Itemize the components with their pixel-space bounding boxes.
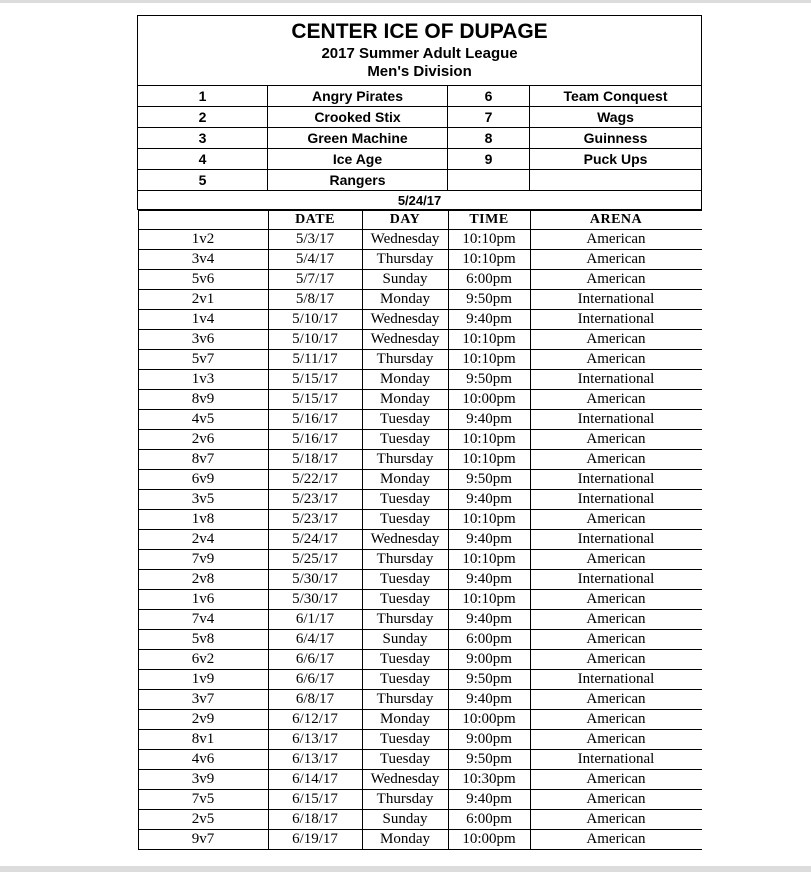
game-date: 5/10/17	[268, 330, 362, 350]
team-row	[138, 149, 702, 170]
game-arena: American	[530, 730, 702, 750]
matchup: 2v8	[138, 570, 268, 590]
game-row	[138, 630, 702, 650]
schedule-table	[137, 15, 702, 850]
schedule-container	[138, 210, 702, 851]
game-arena: International	[530, 370, 702, 390]
game-date: 6/6/17	[268, 650, 362, 670]
game-time: 9:50pm	[448, 290, 530, 310]
game-day: Tuesday	[362, 730, 448, 750]
game-row	[138, 310, 702, 330]
game-date: 5/25/17	[268, 550, 362, 570]
matchup: 3v4	[138, 250, 268, 270]
game-day: Sunday	[362, 270, 448, 290]
game-arena: International	[530, 570, 702, 590]
game-arena: International	[530, 410, 702, 430]
game-arena: American	[530, 550, 702, 570]
game-time: 10:10pm	[448, 590, 530, 610]
game-time: 10:00pm	[448, 390, 530, 410]
game-row	[138, 270, 702, 290]
game-day: Thursday	[362, 610, 448, 630]
matchup: 7v4	[138, 610, 268, 630]
game-row	[138, 470, 702, 490]
team-row	[138, 107, 702, 128]
game-arena: American	[530, 790, 702, 810]
game-date: 5/10/17	[268, 310, 362, 330]
matchup: 1v6	[138, 590, 268, 610]
game-date: 6/15/17	[268, 790, 362, 810]
game-day: Monday	[362, 390, 448, 410]
game-arena: American	[530, 270, 702, 290]
game-date: 6/13/17	[268, 750, 362, 770]
game-date: 5/23/17	[268, 490, 362, 510]
game-time: 9:40pm	[448, 410, 530, 430]
game-time: 6:00pm	[448, 270, 530, 290]
column-header-arena: ARENA	[530, 211, 702, 230]
game-time: 10:00pm	[448, 830, 530, 850]
game-day: Monday	[362, 290, 448, 310]
game-day: Monday	[362, 470, 448, 490]
game-date: 5/15/17	[268, 370, 362, 390]
title-block	[138, 16, 702, 86]
game-arena: International	[530, 310, 702, 330]
game-day: Tuesday	[362, 410, 448, 430]
game-time: 9:50pm	[448, 470, 530, 490]
matchup: 3v7	[138, 690, 268, 710]
team-name: Rangers	[268, 170, 448, 191]
matchup: 2v6	[138, 430, 268, 450]
game-date: 6/12/17	[268, 710, 362, 730]
game-date: 5/7/17	[268, 270, 362, 290]
game-day: Thursday	[362, 250, 448, 270]
game-row	[138, 290, 702, 310]
matchup: 1v3	[138, 370, 268, 390]
game-day: Thursday	[362, 450, 448, 470]
matchup: 5v6	[138, 270, 268, 290]
game-time: 6:00pm	[448, 630, 530, 650]
game-day: Wednesday	[362, 530, 448, 550]
game-arena: American	[530, 650, 702, 670]
team-name: Puck Ups	[530, 149, 702, 170]
team-number: 3	[138, 128, 268, 149]
game-row	[138, 530, 702, 550]
game-row	[138, 670, 702, 690]
matchup: 1v4	[138, 310, 268, 330]
game-day: Tuesday	[362, 490, 448, 510]
game-row	[138, 790, 702, 810]
game-arena: International	[530, 490, 702, 510]
game-row	[138, 510, 702, 530]
game-time: 9:40pm	[448, 610, 530, 630]
game-date: 6/13/17	[268, 730, 362, 750]
game-row	[138, 550, 702, 570]
game-date: 5/4/17	[268, 250, 362, 270]
matchup: 8v1	[138, 730, 268, 750]
team-number: 2	[138, 107, 268, 128]
game-day: Tuesday	[362, 570, 448, 590]
revision-date-row	[138, 191, 702, 210]
game-time: 9:40pm	[448, 530, 530, 550]
game-day: Tuesday	[362, 670, 448, 690]
game-arena: American	[530, 810, 702, 830]
game-day: Tuesday	[362, 650, 448, 670]
game-time: 10:10pm	[448, 350, 530, 370]
schedule-header-row	[138, 211, 702, 230]
game-day: Sunday	[362, 810, 448, 830]
game-row	[138, 370, 702, 390]
game-row	[138, 730, 702, 750]
matchup: 2v4	[138, 530, 268, 550]
division-name: Men's Division	[367, 63, 472, 81]
team-name: Ice Age	[268, 149, 448, 170]
matchup: 5v7	[138, 350, 268, 370]
game-row	[138, 770, 702, 790]
game-day: Wednesday	[362, 310, 448, 330]
matchup: 6v9	[138, 470, 268, 490]
game-date: 6/4/17	[268, 630, 362, 650]
game-row	[138, 830, 702, 850]
game-time: 9:40pm	[448, 690, 530, 710]
game-arena: International	[530, 470, 702, 490]
matchup: 8v9	[138, 390, 268, 410]
game-row	[138, 250, 702, 270]
game-arena: American	[530, 690, 702, 710]
matchup: 1v9	[138, 670, 268, 690]
game-date: 5/3/17	[268, 230, 362, 250]
game-time: 10:10pm	[448, 450, 530, 470]
game-row	[138, 710, 702, 730]
matchup: 6v2	[138, 650, 268, 670]
game-row	[138, 570, 702, 590]
game-row	[138, 750, 702, 770]
team-row	[138, 128, 702, 149]
game-time: 9:40pm	[448, 310, 530, 330]
team-name: Angry Pirates	[268, 86, 448, 107]
game-arena: American	[530, 390, 702, 410]
matchup: 5v8	[138, 630, 268, 650]
game-time: 9:40pm	[448, 570, 530, 590]
game-arena: International	[530, 670, 702, 690]
game-date: 6/8/17	[268, 690, 362, 710]
game-row	[138, 690, 702, 710]
game-arena: American	[530, 830, 702, 850]
column-header-game	[138, 211, 268, 230]
game-time: 6:00pm	[448, 810, 530, 830]
game-time: 10:00pm	[448, 710, 530, 730]
game-time: 9:00pm	[448, 730, 530, 750]
game-day: Wednesday	[362, 230, 448, 250]
game-row	[138, 810, 702, 830]
game-time: 10:10pm	[448, 230, 530, 250]
game-arena: American	[530, 430, 702, 450]
game-time: 9:50pm	[448, 750, 530, 770]
game-date: 5/16/17	[268, 430, 362, 450]
team-row	[138, 170, 702, 191]
matchup: 8v7	[138, 450, 268, 470]
game-time: 10:10pm	[448, 250, 530, 270]
game-date: 6/6/17	[268, 670, 362, 690]
game-date: 5/24/17	[268, 530, 362, 550]
team-number	[448, 170, 530, 191]
matchup: 3v5	[138, 490, 268, 510]
document-title: CENTER ICE OF DUPAGE	[291, 20, 548, 44]
game-arena: American	[530, 450, 702, 470]
game-time: 10:30pm	[448, 770, 530, 790]
game-time: 10:10pm	[448, 330, 530, 350]
game-arena: International	[530, 750, 702, 770]
game-day: Thursday	[362, 350, 448, 370]
viewer-bottom-edge	[0, 866, 811, 872]
game-day: Monday	[362, 830, 448, 850]
game-date: 5/23/17	[268, 510, 362, 530]
game-day: Thursday	[362, 690, 448, 710]
schedule-section	[138, 210, 702, 851]
game-day: Thursday	[362, 790, 448, 810]
game-row	[138, 450, 702, 470]
game-date: 5/30/17	[268, 570, 362, 590]
game-arena: American	[530, 610, 702, 630]
matchup: 9v7	[138, 830, 268, 850]
team-name	[530, 170, 702, 191]
game-schedule-table	[138, 210, 702, 850]
team-name: Green Machine	[268, 128, 448, 149]
game-date: 6/1/17	[268, 610, 362, 630]
game-date: 5/30/17	[268, 590, 362, 610]
game-day: Sunday	[362, 630, 448, 650]
game-date: 5/11/17	[268, 350, 362, 370]
matchup: 2v1	[138, 290, 268, 310]
matchup: 7v9	[138, 550, 268, 570]
matchup: 4v6	[138, 750, 268, 770]
game-date: 6/14/17	[268, 770, 362, 790]
matchup: 4v5	[138, 410, 268, 430]
game-date: 5/18/17	[268, 450, 362, 470]
team-name: Team Conquest	[530, 86, 702, 107]
game-day: Monday	[362, 370, 448, 390]
game-day: Tuesday	[362, 510, 448, 530]
game-row	[138, 390, 702, 410]
game-day: Wednesday	[362, 330, 448, 350]
game-row	[138, 350, 702, 370]
game-day: Monday	[362, 710, 448, 730]
game-date: 5/8/17	[268, 290, 362, 310]
game-day: Wednesday	[362, 770, 448, 790]
game-arena: American	[530, 770, 702, 790]
column-header-date: DATE	[268, 211, 362, 230]
team-number: 4	[138, 149, 268, 170]
matchup: 3v9	[138, 770, 268, 790]
game-time: 10:10pm	[448, 430, 530, 450]
revision-date: 5/24/17	[138, 191, 702, 210]
game-row	[138, 230, 702, 250]
game-row	[138, 410, 702, 430]
team-name: Guinness	[530, 128, 702, 149]
game-arena: American	[530, 230, 702, 250]
game-row	[138, 490, 702, 510]
game-time: 10:10pm	[448, 550, 530, 570]
game-time: 9:50pm	[448, 370, 530, 390]
game-date: 5/16/17	[268, 410, 362, 430]
league-name: 2017 Summer Adult League	[321, 44, 518, 62]
game-row	[138, 650, 702, 670]
game-day: Tuesday	[362, 590, 448, 610]
game-date: 5/15/17	[268, 390, 362, 410]
game-arena: American	[530, 630, 702, 650]
matchup: 1v8	[138, 510, 268, 530]
game-arena: American	[530, 590, 702, 610]
game-day: Tuesday	[362, 430, 448, 450]
matchup: 2v9	[138, 710, 268, 730]
game-time: 10:10pm	[448, 510, 530, 530]
game-arena: American	[530, 510, 702, 530]
game-row	[138, 430, 702, 450]
game-time: 9:40pm	[448, 490, 530, 510]
game-row	[138, 330, 702, 350]
game-date: 6/18/17	[268, 810, 362, 830]
team-number: 8	[448, 128, 530, 149]
game-date: 6/19/17	[268, 830, 362, 850]
team-number: 9	[448, 149, 530, 170]
game-date: 5/22/17	[268, 470, 362, 490]
viewer-top-edge	[0, 0, 811, 3]
matchup: 2v5	[138, 810, 268, 830]
team-number: 5	[138, 170, 268, 191]
column-header-day: DAY	[362, 211, 448, 230]
game-arena: American	[530, 350, 702, 370]
matchup: 7v5	[138, 790, 268, 810]
team-name: Wags	[530, 107, 702, 128]
game-time: 9:00pm	[448, 650, 530, 670]
team-row	[138, 86, 702, 107]
game-arena: International	[530, 290, 702, 310]
title-row	[138, 16, 702, 86]
game-arena: American	[530, 250, 702, 270]
matchup: 3v6	[138, 330, 268, 350]
game-row	[138, 590, 702, 610]
column-header-time: TIME	[448, 211, 530, 230]
matchup: 1v2	[138, 230, 268, 250]
team-number: 6	[448, 86, 530, 107]
game-arena: American	[530, 710, 702, 730]
team-name: Crooked Stix	[268, 107, 448, 128]
game-row	[138, 610, 702, 630]
game-day: Tuesday	[362, 750, 448, 770]
game-arena: International	[530, 530, 702, 550]
team-number: 7	[448, 107, 530, 128]
game-time: 9:40pm	[448, 790, 530, 810]
game-day: Thursday	[362, 550, 448, 570]
game-time: 9:50pm	[448, 670, 530, 690]
team-number: 1	[138, 86, 268, 107]
game-arena: American	[530, 330, 702, 350]
